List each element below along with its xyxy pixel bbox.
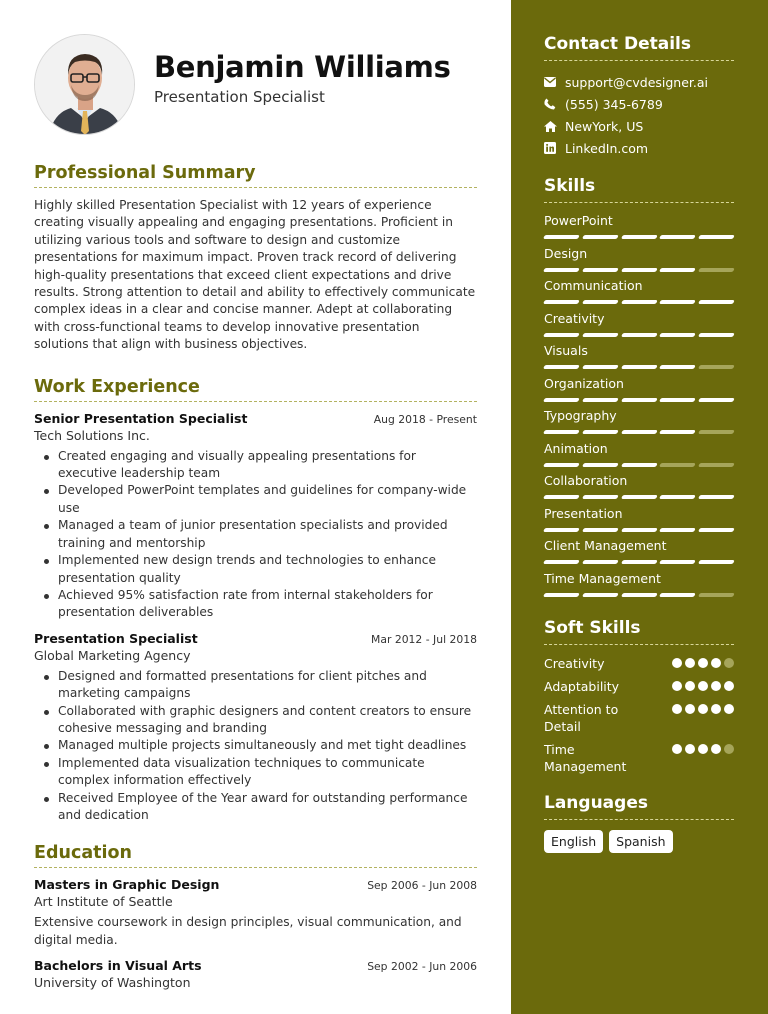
experience-section — [34, 377, 477, 825]
home-icon — [544, 121, 565, 132]
skill-item — [544, 343, 734, 369]
skill-level-segment — [543, 593, 579, 597]
skill-level-segment — [621, 235, 657, 239]
skill-level-segment — [660, 528, 696, 532]
skill-level-segment — [698, 268, 734, 272]
skill-level-bar — [544, 528, 734, 532]
skill-level-segment — [621, 560, 657, 564]
linkedin-icon — [544, 142, 565, 154]
skill-level-segment — [698, 333, 734, 337]
skill-level-segment — [543, 463, 579, 467]
rating-dot — [685, 704, 695, 714]
skill-level-bar — [544, 430, 734, 434]
skill-level-segment — [582, 463, 618, 467]
skill-name: Typography — [544, 408, 617, 423]
skill-item — [544, 473, 734, 499]
skill-level-segment — [621, 268, 657, 272]
contact-list — [544, 71, 734, 159]
skill-level-segment — [660, 593, 696, 597]
soft-skill-name: Time Management — [544, 742, 627, 774]
skill-level-bar — [544, 235, 734, 239]
skill-name: Communication — [544, 278, 643, 293]
skill-level-segment — [582, 333, 618, 337]
soft-skill-name: Creativity — [544, 656, 605, 671]
rating-dot — [698, 744, 708, 754]
rating-dot — [724, 744, 734, 754]
skill-name: PowerPoint — [544, 213, 613, 228]
skill-level-segment — [543, 333, 579, 337]
skill-level-segment — [621, 495, 657, 499]
skill-level-segment — [543, 235, 579, 239]
skill-item — [544, 278, 734, 304]
rating-dot — [711, 744, 721, 754]
skills-list — [544, 213, 734, 596]
skill-level-segment — [543, 365, 579, 369]
skill-item — [544, 571, 734, 597]
skill-level-segment — [660, 495, 696, 499]
rating-dot — [698, 658, 708, 668]
job-title: Presentation Specialist — [34, 630, 198, 646]
rating-dot — [672, 681, 682, 691]
skill-level-segment — [660, 333, 696, 337]
candidate-title: Presentation Specialist — [154, 88, 325, 106]
summary-heading: Professional Summary — [34, 163, 477, 188]
skill-name: Collaboration — [544, 473, 628, 488]
envelope-icon — [544, 77, 565, 87]
skill-item — [544, 376, 734, 402]
skill-level-segment — [543, 528, 579, 532]
bullet-item: Managed a team of junior presentation specialists and provided training and mentorship — [34, 517, 477, 552]
skill-level-segment — [543, 398, 579, 402]
skill-level-segment — [582, 235, 618, 239]
skill-level-segment — [582, 495, 618, 499]
phone-icon — [544, 98, 565, 110]
rating-dot — [724, 658, 734, 668]
skill-name: Design — [544, 245, 588, 261]
rating-dot — [685, 744, 695, 754]
bullet-item: Created engaging and visually appealing presentations for executive leadership team — [34, 448, 477, 483]
rating-dot — [685, 681, 695, 691]
skill-level-segment — [660, 268, 696, 272]
phone-text: (555) 345-6789 — [565, 96, 663, 112]
soft-skill-name: Adaptability — [544, 679, 620, 694]
bullet-item: Designed and formatted presentations for client pitches and marketing campaigns — [34, 668, 477, 703]
job-date: Aug 2018 - Present — [373, 412, 477, 426]
rating-dot — [672, 658, 682, 668]
avatar-photo — [35, 35, 135, 135]
skill-level-segment — [582, 398, 618, 402]
skill-name: Organization — [544, 375, 624, 391]
skill-level-segment — [621, 593, 657, 597]
contact-location — [544, 115, 734, 137]
soft-skill-rating — [672, 704, 734, 714]
bullet-item: Achieved 95% satisfaction rate from internal stakeholders for presentation deliverables — [34, 587, 477, 622]
skill-level-segment — [660, 398, 696, 402]
sidebar — [511, 0, 768, 1014]
education-section — [34, 843, 477, 990]
school-name: University of Washington — [34, 975, 191, 991]
language-tag: Spanish — [609, 830, 672, 853]
skill-level-segment — [582, 593, 618, 597]
skill-level-segment — [621, 430, 657, 434]
skill-level-segment — [621, 300, 657, 304]
bullet-item: Implemented new design trends and technologies to enhance presentation quality — [34, 552, 477, 587]
skill-name: Presentation — [544, 505, 623, 521]
bullet-item: Collaborated with graphic designers and content creators to ensure cohesive messaging and branding — [34, 703, 477, 738]
skill-item — [544, 441, 734, 467]
skill-level-segment — [660, 365, 696, 369]
job-company: Global Marketing Agency — [34, 647, 191, 663]
candidate-name: Benjamin Williams — [154, 50, 451, 84]
education-description: Extensive coursework in design principles, visual communication, and digital media. — [34, 915, 462, 947]
skill-level-bar — [544, 268, 734, 272]
rating-dot — [698, 681, 708, 691]
skill-name: Visuals — [544, 343, 588, 358]
soft-skill-rating — [672, 681, 734, 691]
summary-section — [34, 163, 477, 354]
skill-item — [544, 213, 734, 239]
rating-dot — [711, 681, 721, 691]
experience-heading: Work Experience — [34, 377, 477, 402]
skill-level-segment — [660, 560, 696, 564]
skill-item — [544, 538, 734, 564]
skill-level-segment — [543, 430, 579, 434]
skill-level-bar — [544, 495, 734, 499]
job-bullets — [34, 448, 477, 622]
skill-level-segment — [621, 333, 657, 337]
education-entry — [34, 877, 477, 949]
contact-email[interactable] — [544, 71, 734, 93]
contact-heading: Contact Details — [544, 34, 734, 61]
location-text: NewYork, US — [565, 118, 644, 134]
rating-dot — [685, 658, 695, 668]
summary-text: Highly skilled Presentation Specialist with 12 years of experience creating visually appealing and engaging presentations. Proficient in utilizing various tools and software to design and customize presentations for maximum impact. Proven track record of delivering high-quality presentations that exceed client expectations and drive results. Strong attention to detail and ability to effectively communicate complex ideas in a clear and concise manner. Adept at collaborating with cross-functional teams to develop innovative presentation solutions that align with business objectives. — [34, 198, 476, 352]
skill-level-segment — [698, 495, 734, 499]
skill-level-segment — [582, 300, 618, 304]
education-date: Sep 2006 - Jun 2008 — [367, 879, 477, 893]
skill-level-segment — [698, 300, 734, 304]
rating-dot — [672, 744, 682, 754]
school-name: Art Institute of Seattle — [34, 894, 173, 910]
skill-level-bar — [544, 560, 734, 564]
bullet-item: Received Employee of the Year award for outstanding performance and dedication — [34, 790, 477, 825]
email-text: support@cvdesigner.ai — [565, 74, 709, 90]
skill-level-bar — [544, 300, 734, 304]
education-entry — [34, 958, 477, 990]
degree-title: Masters in Graphic Design — [34, 877, 220, 893]
skill-item — [544, 506, 734, 532]
skill-level-segment — [543, 300, 579, 304]
skill-level-segment — [660, 235, 696, 239]
skill-level-segment — [698, 528, 734, 532]
skill-level-segment — [621, 528, 657, 532]
skill-level-segment — [698, 463, 734, 467]
skill-name: Animation — [544, 440, 608, 456]
bullet-item: Managed multiple projects simultaneously and met tight deadlines — [34, 737, 477, 754]
skill-level-segment — [582, 430, 618, 434]
skill-name: Time Management — [544, 570, 661, 586]
job-entry — [34, 631, 477, 825]
rating-dot — [711, 704, 721, 714]
job-company: Tech Solutions Inc. — [34, 427, 150, 443]
contact-phone[interactable] — [544, 93, 734, 115]
rating-dot — [672, 704, 682, 714]
skill-level-segment — [660, 300, 696, 304]
header — [34, 0, 477, 150]
linkedin-text: LinkedIn.com — [565, 140, 649, 156]
skill-level-segment — [698, 235, 734, 239]
soft-skill-item — [544, 741, 734, 775]
skills-heading: Skills — [544, 176, 734, 203]
skill-level-segment — [582, 528, 618, 532]
skill-item — [544, 246, 734, 272]
soft-skill-name: Attention to Detail — [544, 702, 619, 734]
job-date: Mar 2012 - Jul 2018 — [371, 632, 477, 646]
bullet-item: Developed PowerPoint templates and guidelines for company-wide use — [34, 482, 477, 517]
skill-level-segment — [543, 560, 579, 564]
education-heading: Education — [34, 843, 477, 868]
soft-skill-rating — [672, 744, 734, 754]
skill-level-bar — [544, 463, 734, 467]
education-date: Sep 2002 - Jun 2006 — [367, 960, 477, 974]
skill-level-segment — [543, 268, 579, 272]
skill-level-segment — [698, 430, 734, 434]
skill-level-bar — [544, 398, 734, 402]
skill-level-segment — [698, 560, 734, 564]
rating-dot — [724, 681, 734, 691]
soft-skills-list — [544, 655, 734, 775]
languages-list — [544, 830, 734, 853]
soft-skill-item — [544, 678, 734, 695]
skill-name: Client Management — [544, 538, 667, 553]
skill-level-segment — [582, 365, 618, 369]
skill-level-segment — [621, 463, 657, 467]
soft-skill-item — [544, 655, 734, 672]
languages-heading: Languages — [544, 793, 734, 820]
skill-level-segment — [621, 398, 657, 402]
skill-name: Creativity — [544, 310, 605, 326]
skill-level-segment — [582, 268, 618, 272]
skill-level-bar — [544, 593, 734, 597]
skill-level-segment — [543, 495, 579, 499]
soft-skill-item — [544, 701, 734, 735]
avatar — [34, 34, 135, 135]
skill-level-segment — [621, 365, 657, 369]
degree-title: Bachelors in Visual Arts — [34, 958, 202, 974]
skill-level-segment — [660, 430, 696, 434]
skill-level-bar — [544, 333, 734, 337]
skill-level-segment — [582, 560, 618, 564]
skill-level-bar — [544, 365, 734, 369]
skill-level-segment — [660, 463, 696, 467]
rating-dot — [711, 658, 721, 668]
rating-dot — [724, 704, 734, 714]
skill-level-segment — [698, 398, 734, 402]
bullet-item: Implemented data visualization techniques to communicate complex information effectively — [34, 755, 477, 790]
language-tag: English — [544, 830, 603, 853]
job-bullets — [34, 668, 477, 825]
skill-level-segment — [698, 593, 734, 597]
job-entry — [34, 411, 477, 622]
skill-item — [544, 408, 734, 434]
contact-linkedin[interactable] — [544, 137, 734, 159]
job-title: Senior Presentation Specialist — [34, 410, 248, 426]
rating-dot — [698, 704, 708, 714]
soft-skill-rating — [672, 658, 734, 668]
skill-item — [544, 311, 734, 337]
soft-skills-heading: Soft Skills — [544, 618, 734, 645]
skill-level-segment — [698, 365, 734, 369]
